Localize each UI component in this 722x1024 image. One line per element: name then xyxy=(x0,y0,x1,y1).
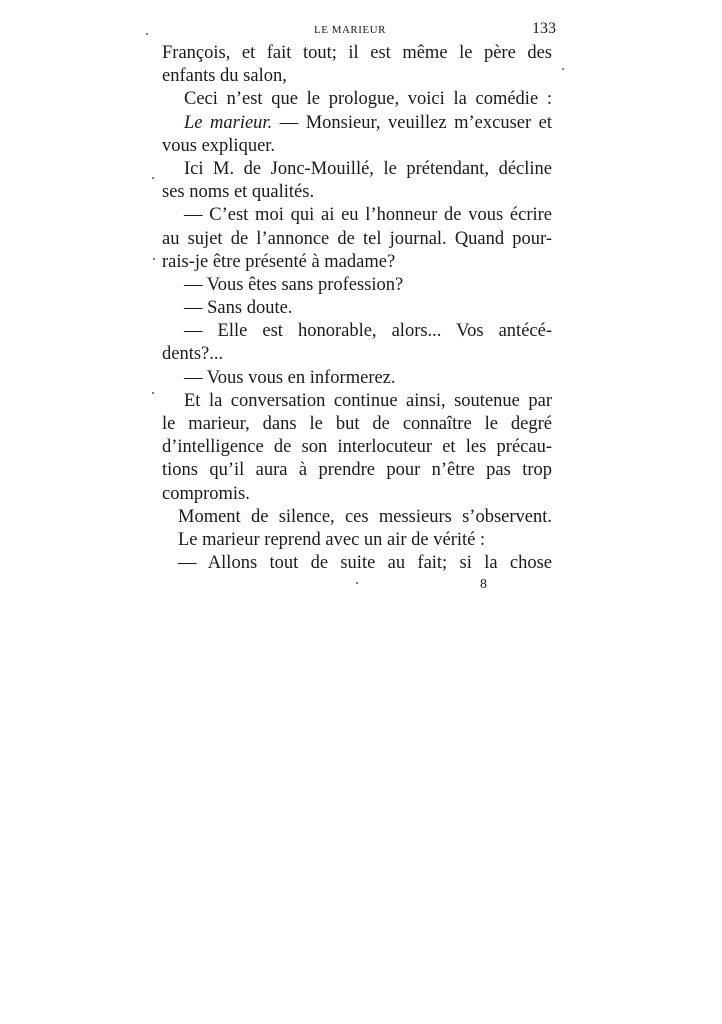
line-text: — Allons tout de suite au fait; si la chose xyxy=(178,553,552,574)
text-line xyxy=(162,367,552,390)
text-line xyxy=(162,204,552,227)
text-line xyxy=(162,436,552,459)
line-text: — Vous êtes sans profession? xyxy=(184,274,404,295)
text-line xyxy=(162,42,552,65)
text-line xyxy=(162,483,552,506)
line-text: François, et fait tout; il est même le père des xyxy=(162,43,552,63)
text-line xyxy=(162,552,552,575)
text-line xyxy=(162,529,552,552)
line-text: — Monsieur, veuillez m’excuser et xyxy=(272,112,552,133)
line-text: compromis. xyxy=(162,483,250,504)
text-line xyxy=(162,390,552,413)
speaker-name: Le marieur. xyxy=(184,112,273,133)
line-text: — Vous vous en informerez. xyxy=(184,367,396,388)
line-text: rais-je être présenté à madame? xyxy=(162,251,396,272)
line-text: enfants du salon, xyxy=(162,66,287,87)
text-line xyxy=(162,158,552,181)
text-line xyxy=(162,65,552,88)
line-text: dents?... xyxy=(162,344,224,365)
body-text xyxy=(162,42,552,575)
text-line xyxy=(162,88,552,111)
text-line xyxy=(162,228,552,251)
line-text: ses noms et qualités. xyxy=(162,182,315,203)
line-text: Moment de silence, ces messieurs s’observent. xyxy=(178,506,552,527)
running-title: LE MARIEUR xyxy=(314,24,386,36)
scan-speck xyxy=(356,582,358,584)
text-line xyxy=(162,506,552,529)
line-text: Le marieur reprend avec un air de vérité : xyxy=(178,529,486,550)
line-text: le marieur, dans le but de connaître le degré xyxy=(162,414,552,434)
text-line xyxy=(162,251,552,274)
scan-speck xyxy=(562,68,564,70)
scan-speck xyxy=(153,258,155,260)
text-line xyxy=(162,135,552,158)
line-text: Ici M. de Jonc-Mouillé, le prétendant, décline xyxy=(184,158,552,179)
scan-speck xyxy=(152,177,154,179)
scan-speck xyxy=(152,392,154,394)
line-text: Ceci n’est que le prologue, voici la comédie : xyxy=(184,89,552,110)
text-line xyxy=(162,413,552,436)
text-line xyxy=(162,343,552,366)
text-line xyxy=(162,320,552,343)
line-text: vous expliquer. xyxy=(162,135,276,156)
line-text: — Sans doute. xyxy=(184,298,293,319)
line-text: au sujet de l’annonce de tel journal. Quand pour- xyxy=(162,228,552,249)
signature-mark: 8 xyxy=(480,577,487,593)
book-page xyxy=(162,20,556,593)
text-line xyxy=(162,297,552,320)
text-line xyxy=(162,181,552,204)
text-line xyxy=(162,112,552,135)
page-header xyxy=(162,20,556,42)
line-text: — Elle est honorable, alors... Vos antécé- xyxy=(184,321,552,342)
line-text: d’intelligence de son interlocuteur et les précau- xyxy=(162,437,552,458)
page-number: 133 xyxy=(532,20,556,37)
line-text: tions qu’il aura à prendre pour n’être pas trop xyxy=(162,460,552,481)
line-text: — C’est moi qui ai eu l’honneur de vous écrire xyxy=(184,205,552,226)
line-text: Et la conversation continue ainsi, soutenue par xyxy=(184,390,552,411)
text-line xyxy=(162,274,552,297)
text-line xyxy=(162,459,552,482)
scan-speck xyxy=(146,33,148,35)
